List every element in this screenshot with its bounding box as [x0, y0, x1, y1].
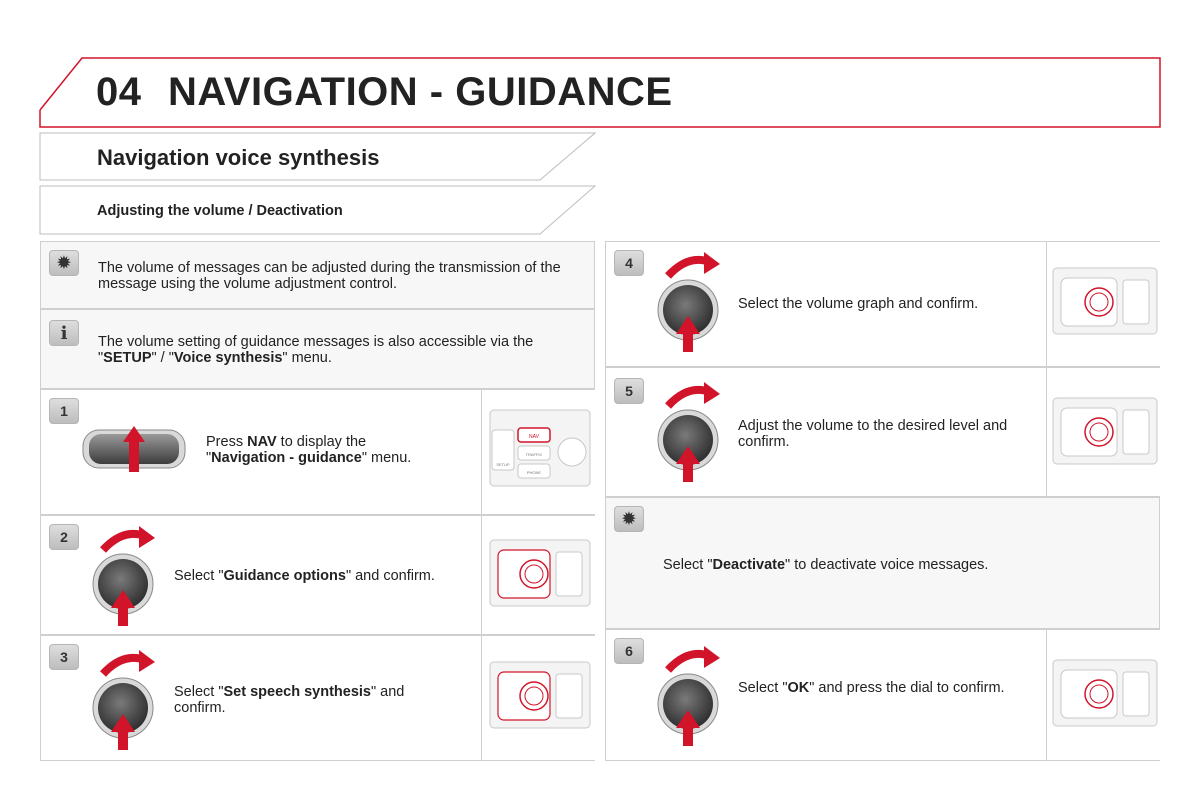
section-title: Navigation voice synthesis — [97, 145, 380, 170]
control-panel-illustration — [482, 390, 596, 514]
step-3-panel — [40, 635, 595, 761]
step-badge: 2 — [49, 524, 79, 550]
rotary-dial-icon — [654, 380, 726, 484]
step-badge: 6 — [614, 638, 644, 664]
dial-panel-illustration — [1047, 242, 1161, 366]
tip-text: The volume of messages can be adjusted during the transmission of the message using the volume adjustment control. — [98, 260, 561, 292]
tip-badge — [49, 250, 79, 276]
subsection-title: Adjusting the volume / Deactivation — [97, 203, 343, 219]
step-5-panel — [605, 367, 1160, 497]
control-panel-thumb — [1046, 368, 1160, 496]
rotary-dial-icon — [89, 524, 161, 628]
dial-panel-illustration — [482, 516, 596, 634]
tip-badge — [614, 506, 644, 532]
step-badge: 3 — [49, 644, 79, 670]
step-6-panel — [605, 629, 1160, 761]
rotary-dial-icon — [89, 648, 161, 752]
step-5-text: Adjust the volume to the desired level and confirm. — [738, 418, 1008, 450]
lightbulb-icon: ✹ — [622, 511, 636, 528]
info-badge — [49, 320, 79, 346]
info-text: The volume setting of guidance messages is also accessible via the "SETUP" / "Voice synthesis" menu. — [98, 334, 534, 366]
step-2-panel — [40, 515, 595, 635]
step-2-text: Select "Guidance options" and confirm. — [174, 568, 435, 584]
info-icon: i — [60, 322, 68, 344]
step-badge: 4 — [614, 250, 644, 276]
dial-panel-illustration — [1047, 368, 1161, 496]
control-panel-thumb — [481, 390, 595, 514]
tip-panel — [40, 241, 595, 309]
control-panel-thumb — [481, 636, 595, 760]
step-1-text: Press NAV to display the "Navigation - guidance" menu. — [206, 434, 412, 466]
rotary-dial-icon — [654, 644, 726, 748]
chapter-title: NAVIGATION - GUIDANCE — [168, 70, 673, 114]
step-4-text: Select the volume graph and confirm. — [738, 296, 979, 312]
control-panel-thumb — [1046, 630, 1160, 760]
step-badge: 1 — [49, 398, 79, 424]
deactivate-text: Select "Deactivate" to deactivate voice messages. — [663, 557, 989, 573]
info-panel — [40, 309, 595, 389]
rotary-dial-icon — [654, 250, 726, 354]
step-4-panel — [605, 241, 1160, 367]
control-panel-thumb — [1046, 242, 1160, 366]
step-1-panel — [40, 389, 595, 515]
dial-panel-illustration — [482, 636, 596, 760]
control-panel-thumb — [481, 516, 595, 634]
step-3-text: Select "Set speech synthesis" and confirm. — [174, 684, 405, 716]
lightbulb-icon: ✹ — [57, 255, 71, 272]
deactivate-tip-panel — [605, 497, 1160, 629]
step-badge: 5 — [614, 378, 644, 404]
setup-key-label: SETUP — [496, 462, 510, 467]
phone-key-label: PHONE — [526, 470, 542, 475]
dial-panel-illustration — [1047, 630, 1161, 760]
traffic-key-label: TRAFFIC — [525, 452, 543, 457]
nav-key-label: NAV — [529, 434, 539, 440]
step-6-text: Select "OK" and press the dial to confirm. — [738, 680, 1005, 696]
nav-button-icon — [81, 424, 187, 474]
chapter-number: 04 — [96, 70, 142, 114]
